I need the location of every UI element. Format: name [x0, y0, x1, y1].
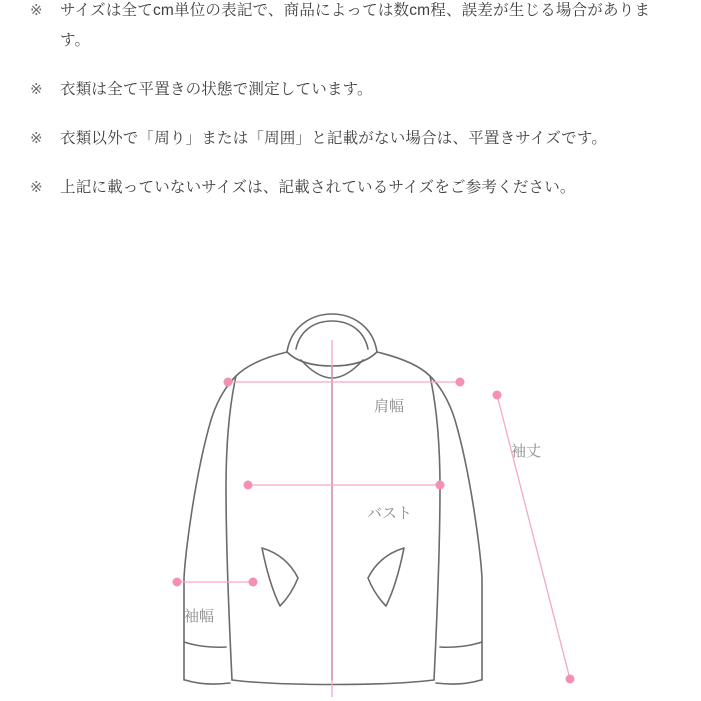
- note-text: 上記に載っていないサイズは、記載されているサイズをご参考ください。: [60, 179, 576, 196]
- note-text: 衣類は全て平置きの状態で測定しています。: [60, 81, 373, 98]
- note-item: [30, 0, 673, 56]
- bust-left-point: [244, 481, 253, 490]
- sleeve-width-label: 袖幅: [184, 608, 215, 625]
- sleeve-length-top-point: [493, 391, 502, 400]
- note-item: [30, 173, 673, 203]
- shoulder-width-label: 肩幅: [374, 398, 405, 415]
- sleeve-width-right-point: [249, 578, 258, 587]
- note-item: [30, 124, 673, 154]
- note-bullet-mark: ※: [30, 179, 43, 196]
- sleeve-length-bottom-point: [566, 675, 575, 684]
- bust-right-point: [436, 481, 445, 490]
- sleeve-width-left-point: [173, 578, 182, 587]
- measurement-labels-group: [184, 398, 541, 625]
- notes-list: [0, 0, 701, 203]
- note-bullet-mark: ※: [30, 2, 43, 19]
- note-text: サイズは全てcm単位の表記で、商品によっては数cm程、誤差が生じる場合があります。: [60, 2, 651, 49]
- shoulder-left-point: [224, 378, 233, 387]
- note-bullet-mark: ※: [30, 130, 43, 147]
- measurement-points-group: [173, 378, 575, 684]
- bust-label: バスト: [367, 505, 413, 522]
- sleeve-length-label: 袖丈: [511, 443, 542, 460]
- garment-outline-group: [184, 314, 482, 685]
- garment-measurement-diagram: [0, 248, 701, 697]
- note-bullet-mark: ※: [30, 81, 43, 98]
- shoulder-right-point: [456, 378, 465, 387]
- note-text: 衣類以外で「周り」または「周囲」と記載がない場合は、平置きサイズです。: [60, 130, 608, 147]
- sleeve-length-measure-line: [497, 395, 570, 679]
- note-item: [30, 75, 673, 105]
